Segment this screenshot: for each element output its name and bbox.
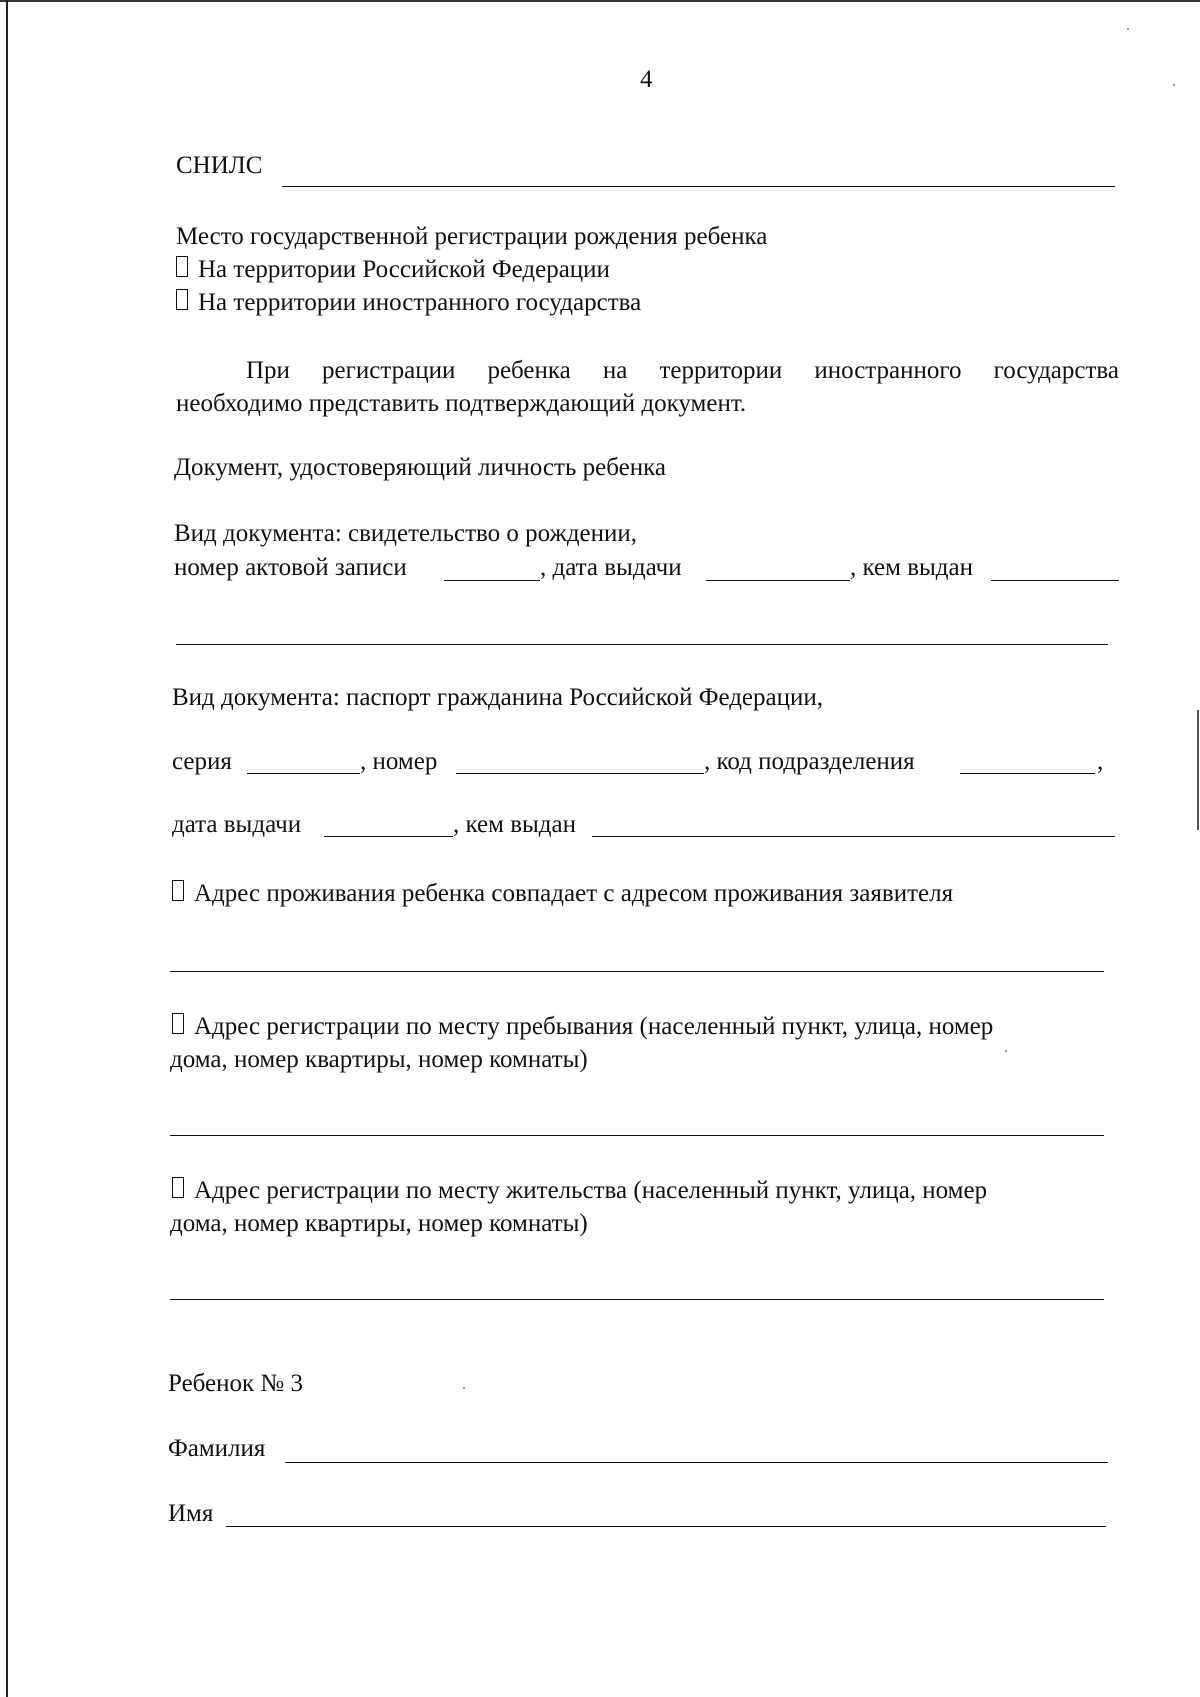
child3-surname-field[interactable] (285, 1462, 1108, 1463)
child3-name-field[interactable] (226, 1526, 1106, 1527)
birth-cert-issued-by-label: , кем выдан (850, 554, 973, 581)
passport-division-code-field[interactable] (960, 773, 1095, 774)
foreign-note-line2: необходимо представить подтверждающий документ. (176, 390, 747, 417)
option-rf-row (176, 254, 610, 285)
address-stay-row (172, 1011, 993, 1042)
record-number-label: номер актовой записи (174, 554, 407, 581)
passport-issued-by-label: , кем выдан (453, 811, 576, 838)
page-top-edge (0, 0, 1200, 2)
address-stay-field[interactable] (170, 1135, 1104, 1136)
option-foreign-row (176, 287, 641, 318)
scan-speck (1173, 84, 1175, 86)
passport-issue-date-label: дата выдачи (172, 811, 302, 838)
address-residence-checkbox[interactable] (172, 1177, 184, 1198)
passport-issue-date-field[interactable] (324, 836, 453, 837)
option-rf-label: На территории Российской Федерации (198, 256, 610, 283)
address-residence-field[interactable] (170, 1299, 1104, 1300)
child3-name-label: Имя (168, 1500, 214, 1527)
address-same-row (172, 878, 953, 909)
passport-number-field[interactable] (456, 773, 704, 774)
passport-issued-by-field[interactable] (592, 836, 1115, 837)
snils-label: СНИЛС (176, 152, 263, 179)
scan-speck (463, 1387, 465, 1389)
option-foreign-label: На территории иностранного государства (198, 289, 642, 316)
birth-cert-issued-by-field[interactable] (991, 580, 1119, 581)
birth-registration-heading: Место государственной регистрации рождения ребенка (176, 223, 768, 250)
address-stay-label-line1: Адрес регистрации по месту пребывания (населенный пункт, улица, номер (194, 1013, 994, 1040)
passport-series-field[interactable] (247, 773, 360, 774)
page-right-edge (1197, 710, 1199, 830)
address-stay-label-line2: дома, номер квартиры, номер комнаты) (170, 1046, 588, 1073)
passport-division-code-label: , код подразделения (704, 748, 915, 775)
address-residence-label-line2: дома, номер квартиры, номер комнаты) (170, 1210, 588, 1237)
page-number: 4 (640, 66, 653, 93)
option-foreign-checkbox[interactable] (176, 289, 188, 310)
address-stay-checkbox[interactable] (172, 1013, 184, 1034)
page-left-edge (6, 0, 8, 1697)
birth-cert-issue-date-field[interactable] (706, 580, 850, 581)
passport-number-label: , номер (360, 748, 438, 775)
scan-speck (1127, 28, 1129, 30)
child3-heading: Ребенок № 3 (168, 1370, 304, 1397)
birth-cert-issued-by-field-continued[interactable] (176, 644, 1108, 645)
child3-surname-label: Фамилия (168, 1435, 266, 1462)
foreign-note-line1: При регистрации ребенка на территории иностранного государства (246, 357, 1119, 384)
birth-cert-type: Вид документа: свидетельство о рождении, (174, 520, 638, 547)
passport-trailing-comma: , (1097, 748, 1104, 775)
address-same-checkbox[interactable] (172, 880, 184, 901)
address-same-label: Адрес проживания ребенка совпадает с адресом проживания заявителя (194, 880, 954, 907)
record-number-field[interactable] (444, 580, 540, 581)
option-rf-checkbox[interactable] (176, 256, 188, 277)
passport-series-label: серия (172, 748, 232, 775)
id-document-heading: Документ, удостоверяющий личность ребенка (174, 454, 666, 481)
address-residence-label-line1: Адрес регистрации по месту жительства (населенный пункт, улица, номер (194, 1177, 988, 1204)
scan-speck (1005, 1050, 1007, 1052)
address-residence-row (172, 1175, 987, 1206)
passport-type: Вид документа: паспорт гражданина Российской Федерации, (172, 684, 824, 711)
snils-field[interactable] (282, 186, 1115, 187)
address-same-field[interactable] (170, 971, 1104, 972)
birth-cert-issue-date-label: , дата выдачи (540, 554, 682, 581)
